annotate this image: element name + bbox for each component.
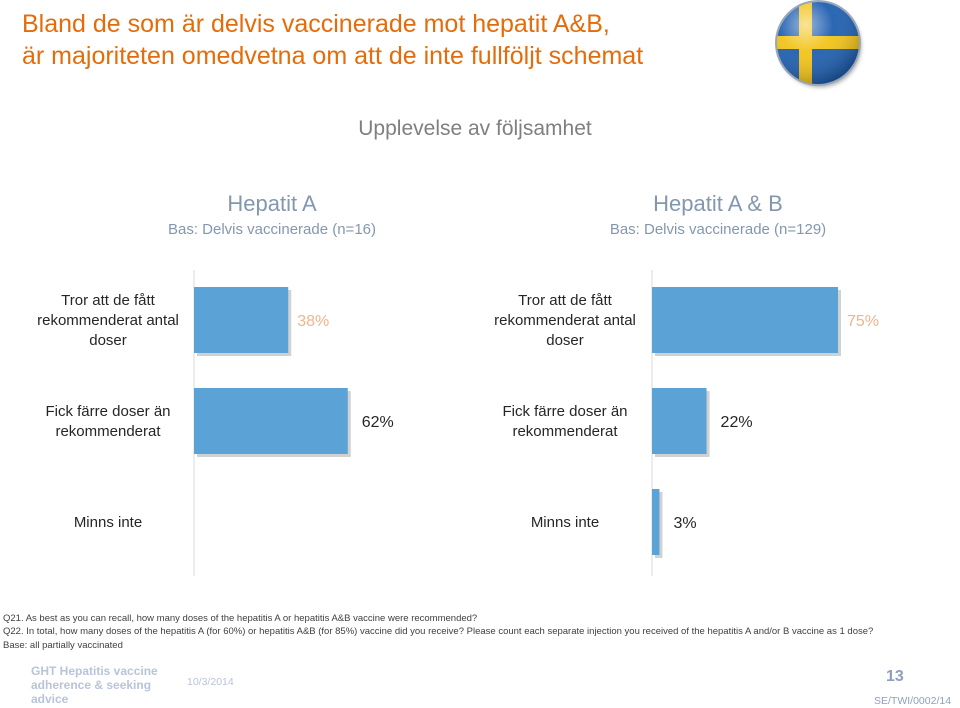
footnote-q22: Q22. In total, how many doses of the hepatitis A (for 60%) or hepatitis A&B (for 85%) vaccine did you receive? Please count each separate injection you received of the hepatitis A and/or B vaccine as 1 dose?: [3, 626, 874, 638]
footer-project-line: adherence & seeking: [31, 678, 152, 692]
footer-project: [31, 664, 158, 706]
data-label: 3%: [673, 515, 697, 532]
category-label: Tror att de fått rekommenderat antal doser: [494, 292, 636, 349]
category-label: Minns inte: [530, 514, 600, 531]
title-line-2: är majoriteten omedvetna om att de inte fullföljt schemat: [22, 42, 644, 70]
page-number: 13: [886, 668, 904, 685]
footnote-q21: Q21. As best as you can recall, how many doses of the hepatitis A or hepatitis A&B vaccine were recommended?: [3, 613, 478, 624]
bar: [194, 388, 348, 454]
panel-base: Bas: Delvis vaccinerade (n=16): [167, 221, 376, 238]
bar: [652, 388, 707, 454]
panel-heading: Hepatit A: [227, 191, 317, 216]
chart-subtitle: Upplevelse av följsamhet: [358, 117, 592, 140]
data-label: 62%: [361, 414, 394, 431]
footnotes: [3, 612, 873, 652]
category-label: Tror att de fått rekommenderat antal doser: [37, 292, 179, 349]
bar: [652, 489, 659, 555]
footer-project-line: GHT Hepatitis vaccine: [31, 664, 158, 678]
footnote-base: Base: all partially vaccinated: [3, 639, 123, 651]
document-code: SE/TWI/0002/14: [874, 695, 952, 707]
category-label: Fick färre doser än rekommenderat: [502, 403, 628, 440]
footer-project-line: advice: [31, 692, 69, 706]
category-label: Minns inte: [73, 514, 143, 531]
bar: [194, 287, 288, 353]
panel-base: Bas: Delvis vaccinerade (n=129): [609, 221, 827, 238]
data-label: 22%: [720, 414, 753, 431]
panel-heading: Hepatit A & B: [653, 191, 783, 216]
data-label: 75%: [847, 313, 880, 330]
category-label: Fick färre doser än rekommenderat: [45, 403, 171, 440]
title-line-1: Bland de som är delvis vaccinerade mot hepatit A&B,: [22, 10, 610, 38]
footer-date: 10/3/2014: [187, 676, 234, 688]
bar: [652, 287, 838, 353]
data-label: 38%: [297, 313, 330, 330]
